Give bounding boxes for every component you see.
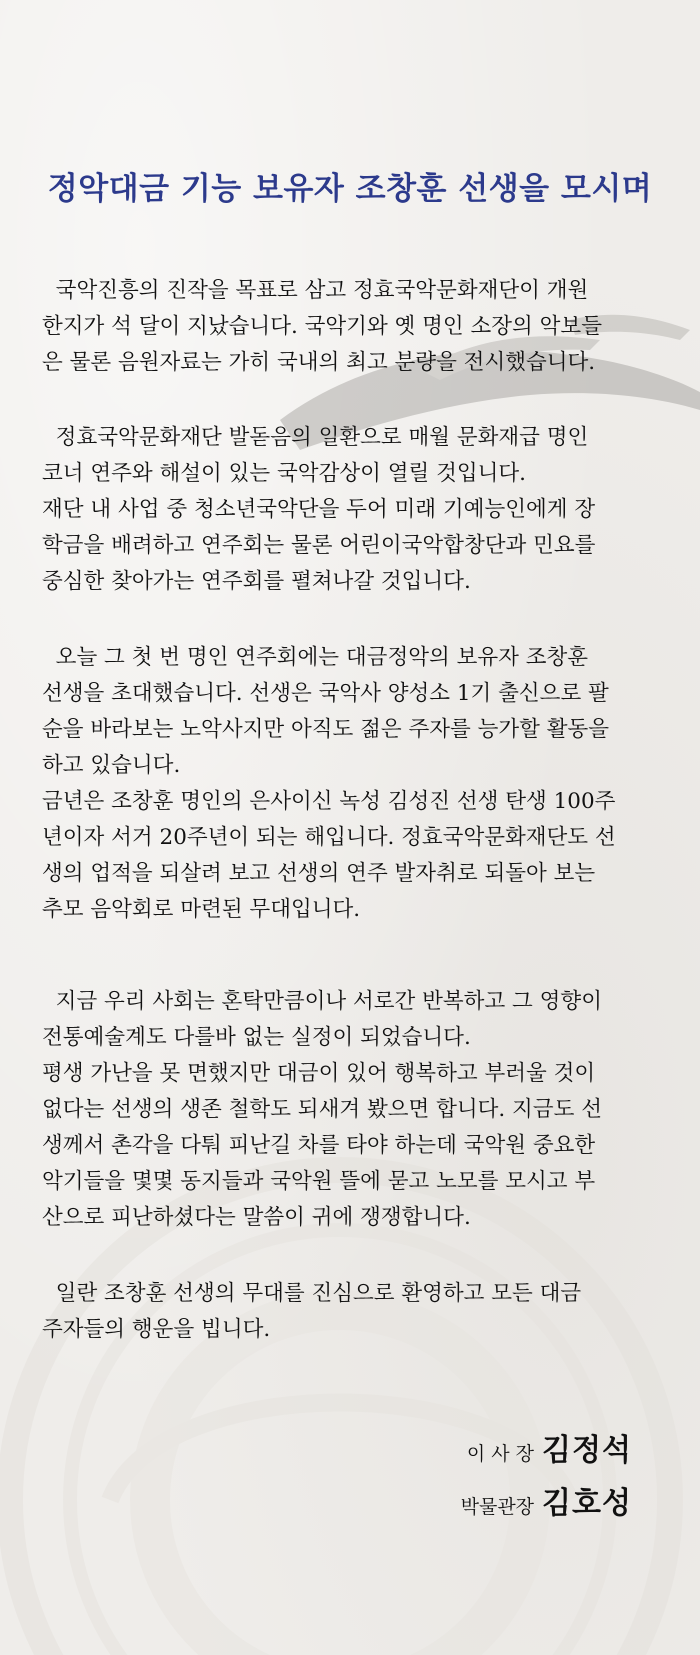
text-line: 산으로 피난하셨다는 말씀이 귀에 쟁쟁합니다. xyxy=(42,1205,471,1230)
text-line: 없다는 선생의 생존 철학도 되새겨 봤으면 합니다. 지금도 선 xyxy=(42,1097,602,1122)
text-line: 년이자 서거 20주년이 되는 해입니다. 정효국악문화재단도 선 xyxy=(42,825,616,850)
text-line: 재단 내 사업 중 청소년국악단을 두어 미래 기예능인에게 장 xyxy=(42,497,596,522)
text-line: 학금을 배려하고 연주회는 물론 어린이국악합창단과 민요를 xyxy=(42,533,596,558)
signature-role: 박물관장 xyxy=(460,1496,535,1518)
text-line: 한지가 석 달이 지났습니다. 국악기와 옛 명인 소장의 악보들 xyxy=(42,314,602,339)
text-line: 전통예술계도 다를바 없는 실정이 되었습니다. xyxy=(42,1025,471,1050)
text-line: 악기들을 몇몇 동지들과 국악원 뜰에 묻고 노모를 모시고 부 xyxy=(42,1169,596,1194)
text-line: 생의 업적을 되살려 보고 선생의 연주 발자취로 되돌아 보는 xyxy=(42,861,596,886)
text-line: 주자들의 행운을 빕니다. xyxy=(42,1317,271,1342)
text-line: 순을 바라보는 노악사지만 아직도 젊은 주자를 능가할 활동을 xyxy=(42,717,610,742)
text-line: 중심한 찾아가는 연주회를 펼쳐나갈 것입니다. xyxy=(42,569,471,594)
text-line: 은 물론 음원자료는 가히 국내의 최고 분량을 전시했습니다. xyxy=(42,350,596,375)
signature-name: 김호성 xyxy=(542,1486,632,1521)
text-line: 하고 있습니다. xyxy=(42,753,181,778)
signature-chairman xyxy=(467,1425,632,1469)
text-line: 선생을 초대했습니다. 선생은 국악사 양성소 1기 출신으로 팔 xyxy=(42,681,609,706)
paragraph-5 xyxy=(42,1276,652,1348)
text-line: 금년은 조창훈 명인의 은사이신 녹성 김성진 선생 탄생 100주 xyxy=(42,789,616,814)
signature-role: 이 사 장 xyxy=(466,1443,535,1465)
text-line: 일란 조창훈 선생의 무대를 진심으로 환영하고 모든 대금 xyxy=(42,1281,582,1306)
paragraph-4 xyxy=(42,984,652,1236)
text-line: 정효국악문화재단 발돋음의 일환으로 매월 문화재급 명인 xyxy=(42,425,589,450)
paragraph-1 xyxy=(42,273,652,381)
text-line: 추모 음악회로 마련된 무대입니다. xyxy=(42,897,361,922)
text-line: 생께서 촌각을 다퉈 피난길 차를 타야 하는데 국악원 중요한 xyxy=(42,1133,596,1158)
page-title: 정악대금 기능 보유자 조창훈 선생을 모시며 xyxy=(47,171,653,207)
paragraph-3 xyxy=(42,640,652,928)
paragraph-2 xyxy=(42,420,652,600)
signature-museum-director xyxy=(461,1478,632,1522)
text-line: 코너 연주와 해설이 있는 국악감상이 열릴 것입니다. xyxy=(42,461,526,486)
text-line: 평생 가난을 못 면했지만 대금이 있어 행복하고 부러울 것이 xyxy=(42,1061,596,1086)
text-line: 오늘 그 첫 번 명인 연주회에는 대금정악의 보유자 조창훈 xyxy=(42,645,589,670)
signature-name: 김정석 xyxy=(542,1433,632,1468)
text-line: 지금 우리 사회는 혼탁만큼이나 서로간 반복하고 그 영향이 xyxy=(42,989,602,1014)
text-line: 국악진흥의 진작을 목표로 삼고 정효국악문화재단이 개원 xyxy=(42,278,589,303)
